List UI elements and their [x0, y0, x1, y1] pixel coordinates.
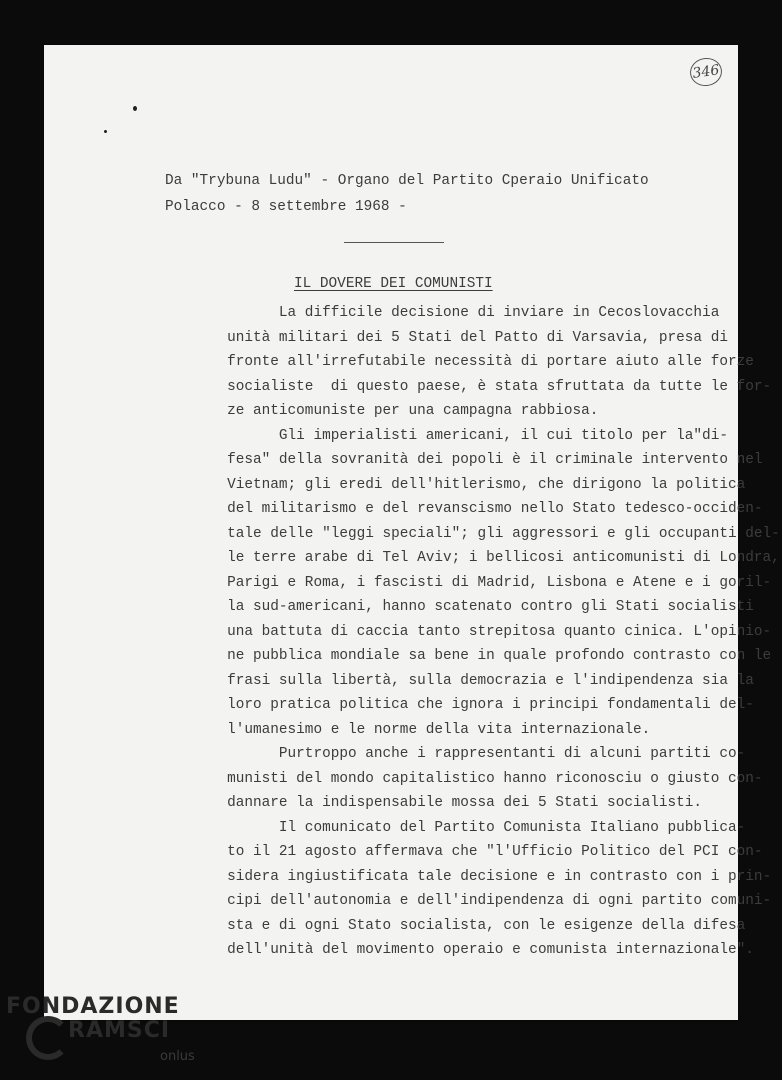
g-logo-icon	[26, 1016, 70, 1060]
body-line: sidera ingiustificata tale decisione e in contrasto con i prin-	[158, 868, 772, 885]
document-body	[158, 301, 780, 958]
body-line: una battuta di caccia tanto strepitosa quanto cinica. L'opinio-	[158, 623, 772, 640]
body-line: le terre arabe di Tel Aviv; i bellicosi anticomunisti di Londra,	[158, 550, 780, 566]
document-header	[165, 168, 649, 232]
watermark-line1: FONDAZIONE	[6, 994, 180, 1019]
header-line: Polacco - 8 settembre 1968 -	[165, 199, 407, 215]
header-line: Da "Trybuna Ludu" - Organo del Partito Cperaio Unificato	[165, 173, 649, 189]
body-line: dell'unità del movimento operaio e comunista internazionale".	[158, 942, 754, 958]
page-number-stamp: 346	[688, 56, 724, 88]
body-line: Vietnam; gli eredi dell'hitlerismo, che dirigono la politica	[158, 476, 746, 493]
body-line: Gli imperialisti americani, il cui titolo per la"di-	[158, 427, 728, 444]
body-line: Purtroppo anche i rappresentanti di alcuni partiti co-	[158, 746, 746, 762]
body-line: fronte all'irrefutabile necessità di portare aiuto alle forze	[158, 354, 754, 370]
body-line: Parigi e Roma, i fascisti di Madrid, Lisbona e Atene e i goril-	[158, 574, 772, 591]
body-line: frasi sulla libertà, sulla democrazia e l'indipendenza sia la	[158, 672, 754, 689]
ink-speck	[104, 130, 107, 133]
body-line: del militarismo e del revanscismo nello Stato tedesco-occiden-	[158, 501, 763, 517]
body-line: cipi dell'autonomia e dell'indipendenza di ogni partito comuni-	[158, 893, 772, 909]
body-line: loro pratica politica che ignora i principi fondamentali del-	[158, 697, 754, 713]
fondazione-gramsci-watermark	[6, 994, 206, 1074]
body-line: unità militari dei 5 Stati del Patto di Varsavia, presa di	[158, 329, 728, 346]
body-line: ne pubblica mondiale sa bene in quale profondo contrasto con le	[158, 648, 772, 664]
divider-line	[344, 242, 444, 243]
body-line: fesa" della sovranità dei popoli è il criminale intervento nel	[158, 452, 763, 468]
body-line: sta e di ogni Stato socialista, con le esigenze della difesa	[158, 917, 746, 934]
document-title: IL DOVERE DEI COMUNISTI	[294, 276, 493, 292]
body-line: to il 21 agosto affermava che "l'Ufficio Politico del PCI con-	[158, 844, 763, 860]
body-line: l'umanesimo e le norme della vita internazionale.	[158, 721, 651, 738]
body-line: munisti del mondo capitalistico hanno riconosciu o giusto con-	[158, 770, 763, 787]
body-line: dannare la indispensabile mossa dei 5 Stati socialisti.	[158, 795, 703, 811]
body-line: la sud-americani, hanno scatenato contro gli Stati socialisti	[158, 599, 754, 615]
body-line: ze anticomuniste per una campagna rabbiosa.	[158, 403, 599, 419]
document-page	[44, 45, 780, 1020]
watermark-line2: RAMSCI	[68, 1018, 171, 1043]
body-line: tale delle "leggi speciali"; gli aggressori e gli occupanti del-	[158, 525, 780, 542]
body-line: La difficile decisione di inviare in Cecoslovacchia	[158, 305, 720, 321]
body-line: Il comunicato del Partito Comunista Italiano pubblica-	[158, 819, 746, 836]
ink-speck	[133, 106, 137, 111]
body-line: socialiste di questo paese, è stata sfruttata da tutte le for-	[158, 378, 772, 395]
watermark-line3: onlus	[160, 1049, 195, 1064]
